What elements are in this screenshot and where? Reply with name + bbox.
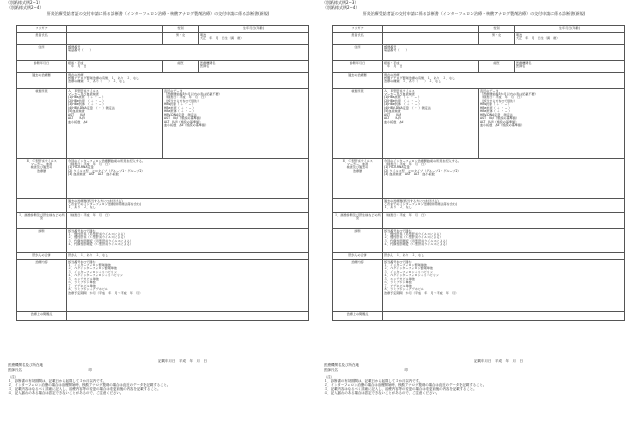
birth-label: 生年月日(年齢) [199,26,309,33]
sex-label: 性別 [479,26,515,33]
address-label: 住所 [333,45,383,61]
birth-label: 生年月日(年齢) [515,26,625,33]
notes-block [8,375,310,395]
treatment-label: 治療内容 [17,260,67,312]
diag-date-field[interactable]: 昭和・平成 年 月 日 [383,61,479,73]
lab-b-recent[interactable]: 直近のデータ （治療開始後3か月以内の者は記載不要） （検査日：平成 年 月 日） （該当する方を○で囲む） HBs抗原（ ＋ ・ − ） HBe抗原（ ＋ ・ − ） HBe抗体（ ＋ ・ − ） HBV-DNA定量 測定法 AST IU/l（施設の基準値） ALT IU/l（施設の基準値） 血小板数 /μl（施設の基準値） [163,89,309,159]
footer-date[interactable]: 記載年月日 平成 年 月 日 [474,359,523,363]
note-item: ３．記載内容はなるべく詳細に記入し、治療内容等の変更の場合は変更前後の内容を記載すること。 [8,387,161,392]
address-field[interactable]: 郵便番号 電話番号（ ） [383,45,625,61]
imaging-field[interactable]: （検査日：平成 年 月 日） [67,213,309,229]
diag-date-label: 診断年月日 [17,61,67,73]
diagnosis-label: 診断 [17,229,67,253]
furigana-label: フリガナ [333,26,383,33]
name-field[interactable] [383,33,479,45]
birth-value[interactable]: 明治 大正 年 月 日生（満 歳） [515,33,625,45]
address-label: 住所 [17,45,67,61]
name-label: 患者氏名 [17,33,67,45]
lab-c-field[interactable]: 今回のインターフェロン治療開始前の所見を記入する。 （検査日：平成 年 月 日） (1) HCV-RNA定量 (2) ウイルス型 セロタイプ（グループ1・グループ2） (3) 血液検査 AST ALT 血小板数 [383,159,625,199]
form-table [16,25,309,321]
problems-label: 治療上の問題点 [333,312,383,321]
note-item: ４．記入漏れのある場合は認定できないことがあるので、ご注意ください。 [8,391,124,396]
diag-date-field[interactable]: 昭和・平成 年 月 日 [67,61,163,73]
address-field[interactable]: 郵便番号 電話番号（ ） [67,45,309,61]
diagnosis-label: 診断 [333,229,383,253]
sex-label: 性別 [163,26,199,33]
furigana-label: フリガナ [17,26,67,33]
form-title: 肝炎治療受給者証の交付申請に係る診断書（インターフェロン治療・核酸アナログ製剤治療）の交付申請に係る診断書(新規) [46,11,270,16]
footer-date[interactable]: 記載年月日 平成 年 月 日 [158,359,207,363]
imaging-field[interactable]: （検査日：平成 年 月 日） [383,213,625,229]
lab-label: 検査所見 [333,89,383,159]
liver-cancer-label: 肝がんの合併 [333,253,383,260]
lab-label: 検査所見 [17,89,67,159]
lab-c-field[interactable]: 今回のインターフェロン治療開始前の所見を記入する。 （検査日：平成 年 月 日） (1) HCV-RNA定量 (2) ウイルス型 セロタイプ（グループ1・グループ2） (3) 血液検査 AST ALT 血小板数 [67,159,309,199]
lab-c-past-label [333,199,383,213]
imaging-label: ３．画像診断及び肝生検などの所見 [17,213,67,229]
footer-institution[interactable]: 医療機関名及び所在地 [8,363,43,368]
treatment-label: 治療内容 [333,260,383,312]
note-item: １．診断書の有効期間は、記載日から起算して３か月以内です。 [8,379,107,384]
form-table [332,25,625,321]
note-item: ２．インターフェロン治療の場合は治療開始時、核酸アナログ製剤の場合は直近のデータを記載すること。 [8,383,171,388]
form-sheet-right [318,0,630,441]
lab-b-field[interactable]: Ａ．Ｂ型肝炎ウイルス マーカー及び血液検査 (1)HBs抗原 （ ＋ ・ − ） (2)HBe抗原 （ ＋ ・ − ） (3)HBe抗体 （ ＋ ・ − ） (4)HBV-DNA定量 （ ・ ）測定法 (5)血液検査 AST IU/l ALT IU/l 血小板数 /μl [67,89,163,159]
liver-cancer-label: 肝がんの合併 [17,253,67,260]
form-sheet-left [2,0,314,441]
lab-c-past[interactable]: 過去の治療歴(該当する方に○を付ける) これまでのインターフェロン治療(併用療法等を含む) １．あり ２．なし [383,199,625,213]
lab-b-field[interactable]: Ａ．Ｂ型肝炎ウイルス マーカー及び血液検査 (1)HBs抗原 （ ＋ ・ − ） (2)HBe抗原 （ ＋ ・ − ） (3)HBe抗体 （ ＋ ・ − ） (4)HBV-DNA定量 （ ・ ）測定法 (5)血液検査 AST IU/l ALT IU/l 血小板数 /μl [383,89,479,159]
sex-value[interactable]: 男・女 [163,33,199,45]
lab-c-label: Ｂ．Ｃ型肝炎ウイルス マーカー、血液 検査及び過去の 治療歴 [17,159,67,199]
lab-c-past-label [17,199,67,213]
imaging-label: ３．画像診断及び肝生検などの所見 [333,213,383,229]
problems-field[interactable] [67,312,309,321]
lab-c-label: Ｂ．Ｃ型肝炎ウイルス マーカー、血液 検査及び過去の 治療歴 [333,159,383,199]
lab-b-recent[interactable]: 直近のデータ （治療開始後3か月以内の者は記載不要） （検査日：平成 年 月 日） （該当する方を○で囲む） HBs抗原（ ＋ ・ − ） HBe抗原（ ＋ ・ − ） HBe抗体（ ＋ ・ − ） HBV-DNA定量 測定法 AST IU/l（施設の基準値） ALT IU/l（施設の基準値） 血小板数 /μl（施設の基準値） [479,89,625,159]
form-footer [324,359,626,396]
form-title: 肝炎治療受給者証の交付申請に係る診断書（インターフェロン治療・核酸アナログ製剤治療）の交付申請に係る診断書(新規) [362,11,586,16]
note-item: ３．記載内容はなるべく詳細に記入し、治療内容等の変更の場合は変更前後の内容を記載すること。 [324,387,477,392]
name-field[interactable] [67,33,163,45]
liver-cancer-field[interactable]: 肝がん １．あり ２．なし [67,253,309,260]
form-number: （別紙様式例2−3） [322,0,359,5]
note-item: ４．記入漏れのある場合は認定できないことがあるので、ご注意ください。 [324,391,440,396]
notes-block [324,375,626,395]
form-footer [8,359,310,396]
diagnosis-field[interactable]: 該当番号を○で囲む １．慢性肝炎（Ｂ型肝炎ウイルスによる） ２．慢性肝炎（Ｃ型肝炎ウイルスによる） ３．代償性肝硬変（Ｂ型肝炎ウイルスによる） ４．代償性肝硬変（Ｃ型肝炎ウイルスによる） [383,229,625,253]
footer-doctor[interactable]: 医師氏名 印 [324,367,408,372]
prev-field[interactable]: 医療機関名 医師名 [199,61,309,73]
problems-field[interactable] [383,312,625,321]
history-field[interactable]: 現在の治療 核酸アナログ製剤治療の有無 １．あり ２．なし 治療の種類 １．あり（ ） ２．なし [383,73,625,89]
prev-label: 前医 [163,61,199,73]
liver-cancer-field[interactable]: 肝がん １．あり ２．なし [383,253,625,260]
form-subnumber: （別紙様式例2−4） [323,5,360,10]
notes-heading: （注） [8,375,19,380]
name-label: 患者氏名 [333,33,383,45]
form-subnumber: （別紙様式例2−4） [7,5,44,10]
treatment-field[interactable]: 該当番号を○で囲む １．インターフェロン製剤単独 ２．ペグインターフェロン製剤単独 ３．インターフェロン＋リバビリン ４．ペグインターフェロン＋リバビリン ５．エンテカビル単独 ６．ラミブジン単独 ７．アデホビル単独 ８．ラミブジン＋アデホビル 治療予定期間 か月（平成 年 月〜平成 年 月） [383,260,625,312]
furigana-field[interactable] [67,26,163,33]
footer-doctor[interactable]: 医師氏名 印 [8,367,92,372]
note-item: ２．インターフェロン治療の場合は治療開始時、核酸アナログ製剤の場合は直近のデータを記載すること。 [324,383,487,388]
form-number: （別紙様式例2−1） [6,0,43,5]
lab-c-past[interactable]: 過去の治療歴(該当する方に○を付ける) これまでのインターフェロン治療(併用療法等を含む) １．あり ２．なし [67,199,309,213]
prev-field[interactable]: 医療機関名 医師名 [515,61,625,73]
note-item: １．診断書の有効期間は、記載日から起算して３か月以内です。 [324,379,423,384]
history-field[interactable]: 現在の治療 核酸アナログ製剤治療の有無 １．あり ２．なし 治療の種類 １．あり（ ） ２．なし [67,73,309,89]
history-label: 過去の治療歴 [333,73,383,89]
treatment-field[interactable]: 該当番号を○で囲む １．インターフェロン製剤単独 ２．ペグインターフェロン製剤単独 ３．インターフェロン＋リバビリン ４．ペグインターフェロン＋リバビリン ５．エンテカビル単独 ６．ラミブジン単独 ７．アデホビル単独 ８．ラミブジン＋アデホビル 治療予定期間 か月（平成 年 月〜平成 年 月） [67,260,309,312]
problems-label: 治療上の問題点 [17,312,67,321]
prev-label: 前医 [479,61,515,73]
notes-heading: （注） [324,375,335,380]
diag-date-label: 診断年月日 [333,61,383,73]
sex-value[interactable]: 男・女 [479,33,515,45]
furigana-field[interactable] [383,26,479,33]
history-label: 過去の治療歴 [17,73,67,89]
footer-institution[interactable]: 医療機関名及び所在地 [324,363,359,368]
birth-value[interactable]: 明治 大正 年 月 日生（満 歳） [199,33,309,45]
diagnosis-field[interactable]: 該当番号を○で囲む １．慢性肝炎（Ｂ型肝炎ウイルスによる） ２．慢性肝炎（Ｃ型肝炎ウイルスによる） ３．代償性肝硬変（Ｂ型肝炎ウイルスによる） ４．代償性肝硬変（Ｃ型肝炎ウイルスによる） [67,229,309,253]
